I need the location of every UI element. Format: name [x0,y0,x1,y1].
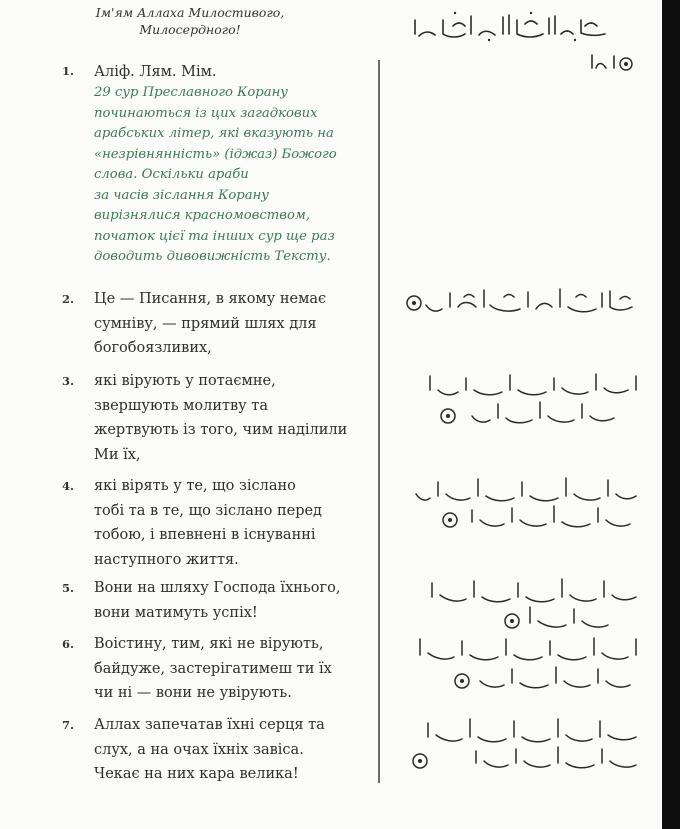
basmala-calligraphy [405,8,615,44]
verse-line: наступного життя. [94,551,239,568]
verse-line: Ми їх, [94,446,141,463]
commentary-note [94,83,376,268]
verse-line: Чекає на них кара велика! [94,766,299,782]
verse-line: Воістину, тим, які не вірують, [94,636,324,652]
commentary-line: починаються із цих загадкових [94,105,318,121]
verse-line: сумніву, — прямий шлях для [94,315,317,332]
verse-number: 4. [62,479,75,493]
arabic-calligraphy-image [400,370,640,428]
verse-text [94,369,376,467]
commentary-line: початок цієї та інших сур ще раз [94,228,335,244]
arabic-verse-7 [400,713,640,775]
verse-number: 3. [62,374,75,388]
verse-line: богобоязливих, [94,340,212,356]
verse-line: які вірують у потаємне, [94,373,276,389]
arabic-verse-4 [400,474,640,532]
verse-line: слух, а на очах їхніх завіса. [94,741,304,758]
verse-line: Вони на шляху Господа їхнього, [94,580,341,596]
page-edge-shadow [662,0,680,829]
arabic-verse-6 [400,633,640,693]
page-header [0,4,380,38]
arabic-verse-2 [400,283,640,319]
arabic-verse-1 [400,50,640,76]
arabic-verse-5 [400,575,640,633]
verse-number: 2. [62,292,75,306]
verse-text [94,576,376,625]
verse-text [94,632,376,706]
verse-line: Аллах запечатав їхні серця та [94,717,325,733]
verse-line: тобі та в те, що зіслано перед [94,502,322,519]
commentary-line: «незрівнянність» (іджаз) Божого [94,146,337,162]
arabic-calligraphy-image [400,50,640,76]
verse-line: які вірять у те, що зіслано [94,478,296,494]
verse-line: Аліф. Лям. Мім. [94,64,217,80]
column-divider [378,60,380,783]
arabic-calligraphy-image [400,713,640,775]
arabic-calligraphy-image [400,575,640,633]
commentary-line: доводить дивовижність Тексту. [94,249,331,264]
arabic-calligraphy-image [400,283,640,319]
arabic-verse-3 [400,370,640,428]
verse-line: тобою, і впевнені в існуванні [94,527,316,543]
verse-text [94,474,376,572]
commentary-line: вирізнялися красномовством, [94,208,311,223]
header-line-1: Ім'ям Аллаха Милостивого, [95,5,285,20]
commentary-line: слова. Оскільки араби [94,167,249,182]
verse-number: 5. [62,581,75,595]
commentary-line: за часів зіслання Корану [94,187,269,203]
verse-line: байдуже, застерігатимеш ти їх [94,660,332,677]
verse-text [94,713,376,787]
commentary-line: арабських літер, які вказують на [94,126,334,141]
verse-line: звершують молитву та [94,397,268,414]
verse-line: вони матимуть успіх! [94,604,258,621]
verse-number: 6. [62,637,75,651]
verse-line: Це — Писання, в якому немає [94,291,327,307]
arabic-calligraphy-image [400,633,640,693]
verse-text [94,287,376,361]
verse-line: жертвують із того, чим наділили [94,422,348,438]
arabic-calligraphy-image [400,474,640,532]
header-line-2: Милосердного! [139,22,241,37]
verse-number: 1. [62,64,75,78]
commentary-line: 29 сур Преславного Корану [94,85,288,100]
verse-line: чи ні — вони не увірують. [94,685,292,701]
verse-number: 7. [62,718,75,732]
verse-text [94,60,376,84]
